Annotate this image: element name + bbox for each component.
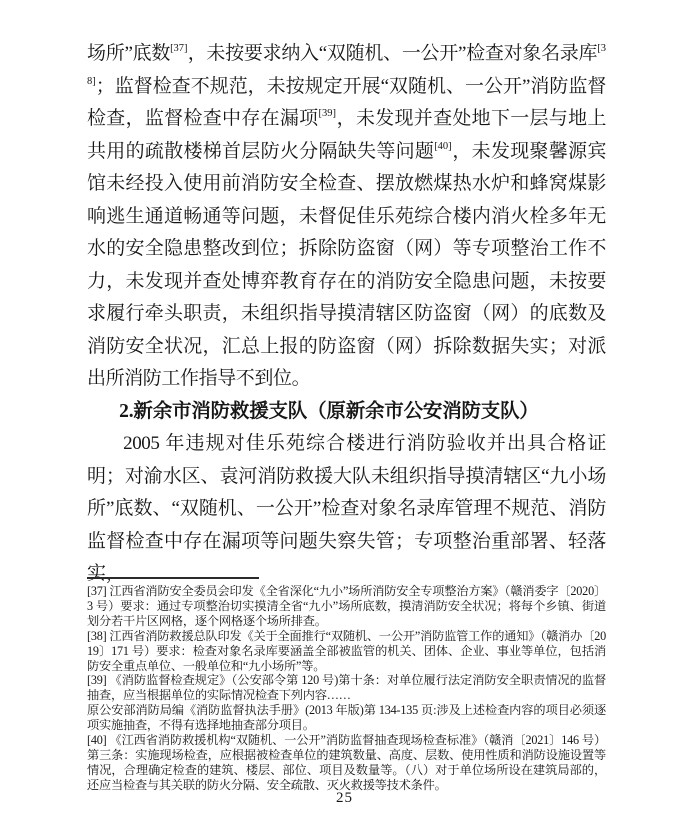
footnote-ref-39: [39]: [318, 108, 336, 119]
footnote-ref-37: [37]: [170, 43, 188, 54]
page-number: 25: [336, 790, 353, 806]
footnote-ref-40: [40]: [434, 140, 452, 152]
body-text-segment: ，未按要求纳入“双随机、一公开”检查对象名录库: [187, 43, 598, 64]
body-text: [87, 38, 606, 591]
paragraph-continuation: [87, 38, 606, 396]
footnote-area: [87, 577, 606, 793]
section-heading: 2.新余市消防救援支队（原新余市公安消防支队）: [119, 400, 539, 422]
footnote-37: [37] 江西省消防安全委员会印发《全省深化“九小”场所消防安全专项整治方案》（赣消委字〔2020〕3 号）要求：通过专项整治切实摸清全省“九小”场所底数，摸清消防安全状况；将每个乡镇、街道划分若干片区网格，逐个网格逐个场所排查。: [87, 584, 606, 628]
footnote-separator: [87, 577, 259, 579]
footnote-40: [40] 《江西省消防救援机构“双随机、一公开”消防监督抽查现场检查标准》（赣消〔2021〕146 号）第三条：实施现场检查，应根据被检查单位的建筑数量、高度、层数、使用性质和消防设施设置等情况，合理确定检查的建筑、楼层、部位、项目及数量等。（八）对于单位场所设在建筑局部的，还应当检查与其关联的防火分隔、安全疏散、灭火救援等技术条件。: [87, 733, 606, 792]
body-text-segment: ，未发现聚馨源宾馆未经投入使用前消防安全检查、摆放燃煤热水炉和蜂窝煤影响逃生通道畅通等问题，未督促佳乐苑综合楼内消火栓多年无水的安全隐患整改到位；拆除防盗窗（网）等专项整治工作不力，未发现并查处博弈教育存在的消防安全隐患问题，未按要求履行牵头职责，未组织指导摸清辖区防盗窗（网）的底数及消防安全状况，汇总上报的防盗窗（网）拆除数据失实；对派出所消防工作指导不到位。: [87, 140, 606, 389]
footnote-ref-38: [38]: [87, 43, 606, 87]
body-text-segment: ；监督检查不规范，未按规定开展“双随机、一公开”消防监督检查，监督检查中存在漏项: [87, 75, 606, 129]
body-text-segment: ，未发现并查处地下一层与地上共用的疏散楼梯首层防火分隔缺失等问题: [87, 108, 607, 162]
footnote-39: [39] 《消防监督检查规定》（公安部令第 120 号)第十条：对单位履行法定消防安全职责情况的监督抽查，应当根据单位的实际情况检查下列内容……: [87, 673, 606, 703]
footnote-39-continuation: 原公安部消防局编《消防监督执法手册》(2013 年版)第 134-135 页:涉及上述检查内容的项目必须逐项实施抽查，不得有选择地抽查部分项目。: [87, 703, 606, 733]
body-text-segment: 场所”底数: [87, 43, 171, 64]
paragraph-2: 2005 年违规对佳乐苑综合楼进行消防验收并出具合格证明；对渝水区、袁河消防救援大队未组织指导摸清辖区“九小场所”底数、“双随机、一公开”检查对象名录库管理不规范、消防监督检查中存在漏项等问题失察失管；专项整治重部署、轻落实，: [87, 433, 606, 584]
footnote-38: [38] 江西省消防救援总队印发《关于全面推行“双随机、一公开”消防监管工作的通知》（赣消办〔2019〕171 号）要求：检查对象名录库要涵盖全部被监管的机关、团体、企业、事业等单位，包括消防安全重点单位、一般单位和“九小场所”等。: [87, 628, 606, 673]
